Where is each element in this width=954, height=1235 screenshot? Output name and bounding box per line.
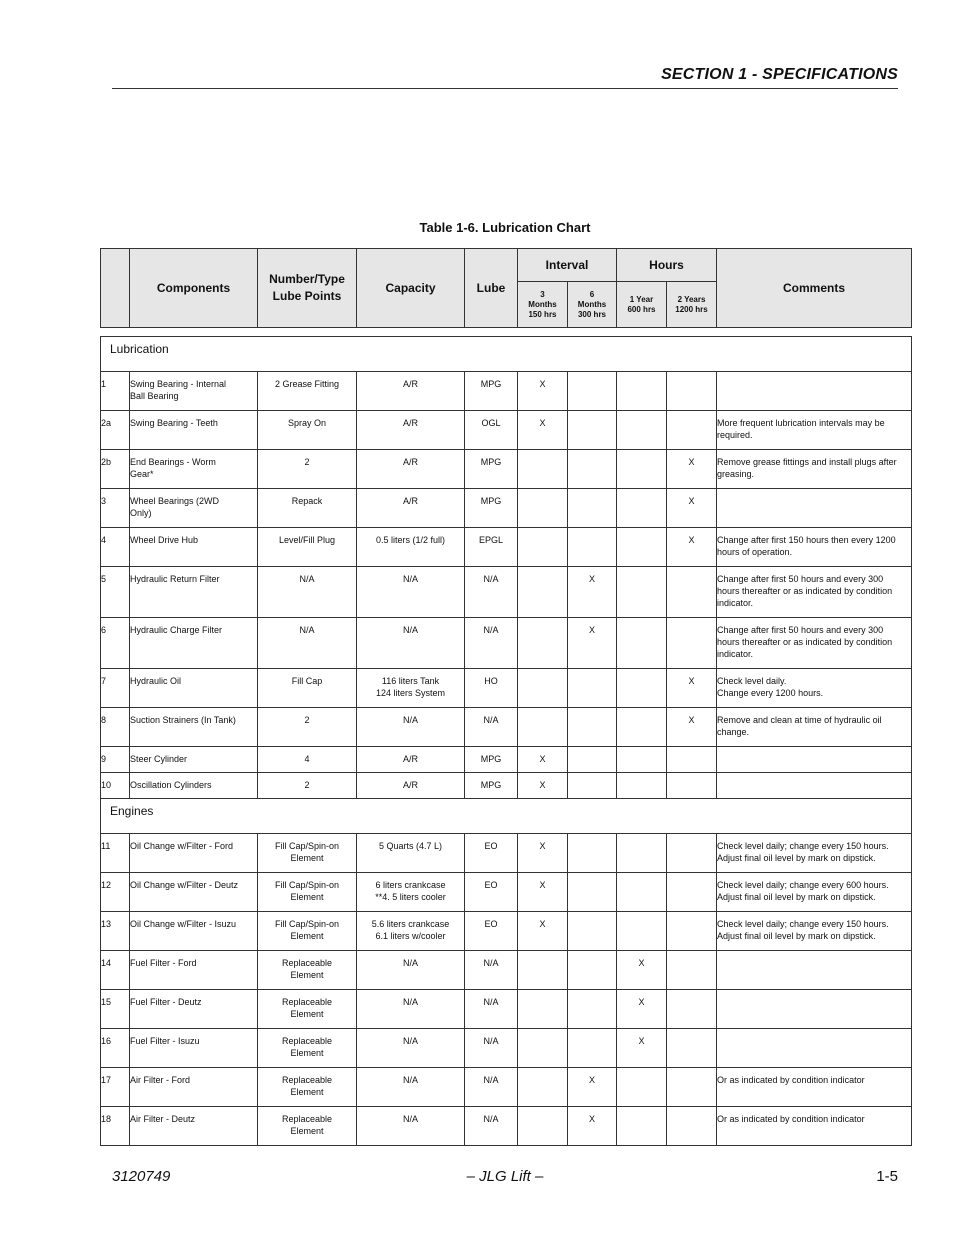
component-cell: Wheel Drive Hub [130,528,258,567]
lube-points-cell: Replaceable Element [258,990,357,1029]
component-cell: End Bearings - Worm Gear* [130,450,258,489]
table-row [101,1107,912,1146]
lube-points-cell: 2 [258,450,357,489]
hours-1-year-cell [617,618,667,669]
component-cell: Suction Strainers (In Tank) [130,708,258,747]
capacity-cell: N/A [357,618,465,669]
lube-points-cell: Replaceable Element [258,951,357,990]
comments-cell: Remove and clean at time of hydraulic oil change. [717,708,912,747]
row-number: 13 [101,912,130,951]
lube-points-cell: Replaceable Element [258,1068,357,1107]
row-number: 12 [101,873,130,912]
table-title: Table 1-6. Lubrication Chart [419,220,591,235]
table-row [101,773,912,799]
lube-type-cell: N/A [465,951,518,990]
lube-type-cell: EO [465,912,518,951]
row-number: 16 [101,1029,130,1068]
row-number: 18 [101,1107,130,1146]
hours-2-years-cell [667,567,717,618]
comments-cell: More frequent lubrication intervals may be required. [717,411,912,450]
row-number: 6 [101,618,130,669]
interval-3-months-cell [518,951,568,990]
row-number: 2a [101,411,130,450]
component-cell: Fuel Filter - Deutz [130,990,258,1029]
interval-header: Interval [518,249,617,282]
hours-1-year-cell [617,1107,667,1146]
capacity-cell: N/A [357,567,465,618]
comments-cell [717,951,912,990]
row-number: 9 [101,747,130,773]
interval-3-months-cell [518,450,568,489]
table-row [101,450,912,489]
interval-3-months-cell [518,567,568,618]
component-cell: Oil Change w/Filter - Ford [130,834,258,873]
hours-2-years-cell [667,834,717,873]
capacity-cell: A/R [357,747,465,773]
table-row [101,669,912,708]
interval-6-months-cell [568,912,617,951]
capacity-cell: N/A [357,1029,465,1068]
hours-2-years-cell [667,912,717,951]
hours-1-year-cell [617,747,667,773]
hours-2-years-cell [667,773,717,799]
comments-cell: Check level daily; change every 150 hours. Adjust final oil level by mark on dipstick. [717,912,912,951]
comments-cell [717,1029,912,1068]
lube-type-cell: MPG [465,747,518,773]
section-spacer [101,328,912,337]
lube-points-cell: 2 [258,708,357,747]
page-number: 1-5 [876,1168,898,1185]
lube-points-cell: Level/Fill Plug [258,528,357,567]
interval-6-months-cell [568,951,617,990]
lube-points-cell: Fill Cap [258,669,357,708]
component-cell: Wheel Bearings (2WD Only) [130,489,258,528]
comments-cell: Or as indicated by condition indicator [717,1107,912,1146]
lube-type-cell: OGL [465,411,518,450]
capacity-cell: N/A [357,708,465,747]
interval-6-months-cell [568,372,617,411]
hours-2-years-cell [667,990,717,1029]
hours-2-years-cell [667,618,717,669]
lube-points-cell: N/A [258,567,357,618]
hours-1-year-cell: X [617,1029,667,1068]
footer-brand: – JLG Lift – [466,1168,544,1185]
lube-points-cell: Fill Cap/Spin-on Element [258,834,357,873]
hours-1-year-cell [617,873,667,912]
hours-1-year-cell [617,411,667,450]
row-number: 10 [101,773,130,799]
interval-6-months-cell: X [568,567,617,618]
section-label: Lubrication [101,337,912,372]
component-cell: Fuel Filter - Isuzu [130,1029,258,1068]
capacity-cell: A/R [357,773,465,799]
lube-type-cell: MPG [465,489,518,528]
component-cell: Swing Bearing - Teeth [130,411,258,450]
capacity-cell: A/R [357,411,465,450]
lube-type-cell: N/A [465,1068,518,1107]
lube-type-cell: MPG [465,773,518,799]
capacity-cell: 5.6 liters crankcase 6.1 liters w/cooler [357,912,465,951]
interval-6-months-cell [568,489,617,528]
hours-1-year-cell [617,912,667,951]
hours-1-year-cell [617,773,667,799]
lube-points-header: Number/Type Lube Points [258,249,357,328]
interval-3-months-cell [518,618,568,669]
lubrication-chart-table [100,248,912,1146]
capacity-cell: N/A [357,990,465,1029]
lube-points-cell: Fill Cap/Spin-on Element [258,912,357,951]
component-cell: Hydraulic Charge Filter [130,618,258,669]
component-cell: Oil Change w/Filter - Deutz [130,873,258,912]
row-number-header [101,249,130,328]
lube-type-cell: EO [465,873,518,912]
comments-cell: Check level daily. Change every 1200 hours. [717,669,912,708]
section-row [101,799,912,834]
interval-3-months-cell [518,1068,568,1107]
table-row [101,489,912,528]
row-number: 8 [101,708,130,747]
hours-2-years-cell [667,951,717,990]
row-number: 4 [101,528,130,567]
lube-type-cell: N/A [465,567,518,618]
row-number: 15 [101,990,130,1029]
interval-6-months-cell [568,411,617,450]
interval-6-months-cell [568,528,617,567]
lube-points-cell: 2 Grease Fitting [258,372,357,411]
comments-cell [717,773,912,799]
hours-1-year-cell: X [617,951,667,990]
hours-2-years-cell [667,1107,717,1146]
table-row [101,873,912,912]
interval-6-months-cell: X [568,1068,617,1107]
table-row [101,951,912,990]
hours-2-years-cell [667,873,717,912]
hours-2-years-cell: X [667,528,717,567]
page-header [112,64,898,89]
hours-1-year-cell [617,528,667,567]
table-row [101,1029,912,1068]
capacity-cell: N/A [357,1107,465,1146]
lube-type-cell: N/A [465,1107,518,1146]
hours-2-years-cell: X [667,669,717,708]
interval-6-months-cell [568,873,617,912]
section-row [101,337,912,372]
hours-1-year-cell [617,450,667,489]
hours-2-years-cell: X [667,450,717,489]
capacity-cell: N/A [357,951,465,990]
capacity-cell: N/A [357,1068,465,1107]
interval-3-months-header: 3 Months 150 hrs [518,282,568,328]
lube-type-cell: EPGL [465,528,518,567]
row-number: 2b [101,450,130,489]
table-row [101,372,912,411]
interval-6-months-header: 6 Months 300 hrs [568,282,617,328]
component-cell: Oil Change w/Filter - Isuzu [130,912,258,951]
comments-cell: Change after first 50 hours and every 300 hours thereafter or as indicated by condition indicator. [717,618,912,669]
interval-3-months-cell [518,528,568,567]
document-number: 3120749 [112,1168,171,1185]
hours-1-year-cell [617,708,667,747]
interval-3-months-cell [518,708,568,747]
comments-header: Comments [717,249,912,328]
interval-6-months-cell [568,708,617,747]
component-cell: Hydraulic Return Filter [130,567,258,618]
interval-6-months-cell: X [568,618,617,669]
interval-6-months-cell [568,773,617,799]
components-header: Components [130,249,258,328]
page-footer [112,1168,898,1188]
table-row [101,990,912,1029]
comments-cell: Check level daily; change every 600 hours. Adjust final oil level by mark on dipstick. [717,873,912,912]
interval-3-months-cell: X [518,834,568,873]
lube-points-cell: Replaceable Element [258,1029,357,1068]
interval-6-months-cell: X [568,1107,617,1146]
interval-6-months-cell [568,990,617,1029]
comments-cell: Or as indicated by condition indicator [717,1068,912,1107]
hours-1-year-cell [617,567,667,618]
capacity-cell: 6 liters crankcase **4. 5 liters cooler [357,873,465,912]
row-number: 1 [101,372,130,411]
lube-points-cell: 2 [258,773,357,799]
component-cell: Air Filter - Deutz [130,1107,258,1146]
hours-2-years-cell [667,411,717,450]
table-row [101,1068,912,1107]
capacity-cell: A/R [357,489,465,528]
lube-type-cell: MPG [465,372,518,411]
interval-3-months-cell: X [518,773,568,799]
table-row [101,618,912,669]
hours-2-years-cell [667,1068,717,1107]
interval-3-months-cell: X [518,912,568,951]
comments-cell [717,489,912,528]
interval-3-months-cell: X [518,372,568,411]
table-row [101,567,912,618]
comments-cell: Change after first 150 hours then every 1200 hours of operation. [717,528,912,567]
interval-3-months-cell [518,990,568,1029]
comments-cell [717,372,912,411]
capacity-cell: A/R [357,372,465,411]
hours-2-years-cell [667,747,717,773]
section-label: Engines [101,799,912,834]
capacity-cell: 5 Quarts (4.7 L) [357,834,465,873]
hours-2-years-cell: X [667,489,717,528]
comments-cell: Change after first 50 hours and every 300 hours thereafter or as indicated by condition indicator. [717,567,912,618]
lube-points-cell: Spray On [258,411,357,450]
comments-cell: Check level daily; change every 150 hours. Adjust final oil level by mark on dipstick. [717,834,912,873]
lube-type-cell: MPG [465,450,518,489]
lube-type-cell: N/A [465,708,518,747]
row-number: 14 [101,951,130,990]
lube-points-cell: Repack [258,489,357,528]
interval-6-months-cell [568,669,617,708]
interval-6-months-cell [568,450,617,489]
comments-cell [717,990,912,1029]
component-cell: Oscillation Cylinders [130,773,258,799]
component-cell: Swing Bearing - Internal Ball Bearing [130,372,258,411]
lube-type-cell: N/A [465,618,518,669]
table-row [101,528,912,567]
component-cell: Air Filter - Ford [130,1068,258,1107]
interval-6-months-cell [568,747,617,773]
row-number: 11 [101,834,130,873]
capacity-cell: A/R [357,450,465,489]
capacity-cell: 0.5 liters (1/2 full) [357,528,465,567]
interval-3-months-cell: X [518,747,568,773]
lube-type-cell: EO [465,834,518,873]
row-number: 7 [101,669,130,708]
interval-6-months-cell [568,1029,617,1068]
lube-points-cell: 4 [258,747,357,773]
hours-1-year-cell [617,489,667,528]
component-cell: Hydraulic Oil [130,669,258,708]
hours-1-year-cell [617,372,667,411]
interval-3-months-cell: X [518,873,568,912]
component-cell: Steer Cylinder [130,747,258,773]
row-number: 3 [101,489,130,528]
capacity-header: Capacity [357,249,465,328]
section-title: SECTION 1 - SPECIFICATIONS [661,66,898,83]
hours-2-years-cell [667,372,717,411]
interval-3-months-cell [518,1107,568,1146]
hours-1-year-cell [617,669,667,708]
lube-points-cell: N/A [258,618,357,669]
hours-2-years-cell: X [667,708,717,747]
table-row [101,912,912,951]
table-row [101,708,912,747]
table-row [101,747,912,773]
row-number: 5 [101,567,130,618]
lube-type-cell: N/A [465,990,518,1029]
interval-3-months-cell: X [518,411,568,450]
component-cell: Fuel Filter - Ford [130,951,258,990]
capacity-cell: 116 liters Tank 124 liters System [357,669,465,708]
hours-2-years-cell [667,1029,717,1068]
comments-cell [717,747,912,773]
interval-3-months-cell [518,669,568,708]
table-body [101,328,912,1146]
interval-3-months-cell [518,1029,568,1068]
hours-header: Hours [617,249,717,282]
lube-type-cell: N/A [465,1029,518,1068]
comments-cell: Remove grease fittings and install plugs after greasing. [717,450,912,489]
lube-header: Lube [465,249,518,328]
hours-2-years-header: 2 Years 1200 hrs [667,282,717,328]
lube-type-cell: HO [465,669,518,708]
table-row [101,834,912,873]
table-row [101,411,912,450]
hours-1-year-cell [617,1068,667,1107]
row-number: 17 [101,1068,130,1107]
hours-1-year-cell [617,834,667,873]
interval-3-months-cell [518,489,568,528]
lube-points-cell: Fill Cap/Spin-on Element [258,873,357,912]
interval-6-months-cell [568,834,617,873]
lube-points-cell: Replaceable Element [258,1107,357,1146]
hours-1-year-header: 1 Year 600 hrs [617,282,667,328]
hours-1-year-cell: X [617,990,667,1029]
